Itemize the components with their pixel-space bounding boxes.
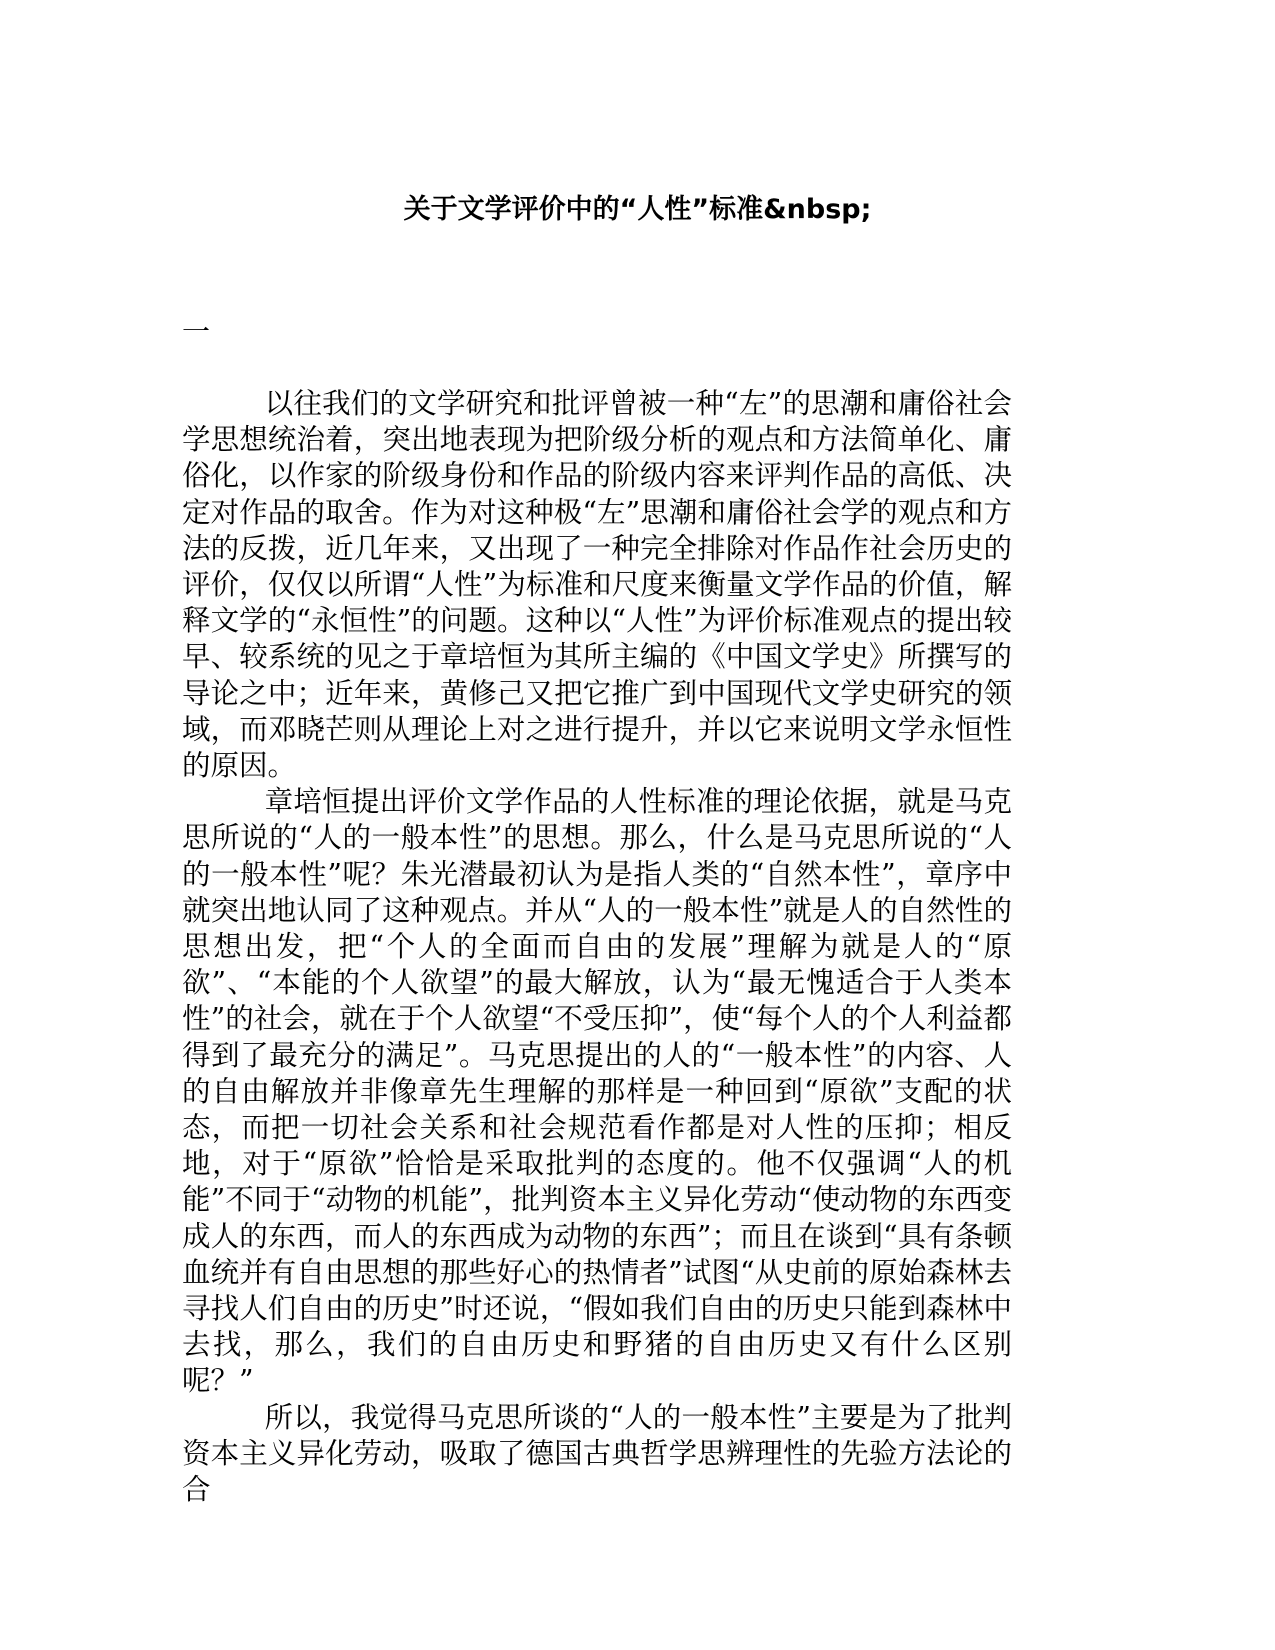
document-title: 关于文学评价中的“人性”标准&nbsp; [403, 194, 872, 225]
document-body [182, 386, 1012, 1508]
paragraph: 以往我们的文学研究和批评曾被一种“左”的思潮和庸俗社会学思想统治着，突出地表现为把阶级分析的观点和方法简单化、庸俗化，以作家的阶级身份和作品的阶级内容来评判作品的高低、决定对作品的取舍。作为对这种极“左”思潮和庸俗社会学的观点和方法的反拨，近几年来，又出现了一种完全排除对作品作社会历史的评价，仅仅以所谓“人性”为标准和尺度来衡量文学作品的价值，解释文学的“永恒性”的问题。这种以“人性”为评价标准观点的提出较早、较系统的见之于章培恒为其所主编的《中国文学史》所撰写的导论之中；近年来，黄修己又把它推广到中国现代文学史研究的领域，而邓晓芒则从理论上对之进行提升，并以它来说明文学永恒性的原因。 [182, 387, 1012, 783]
paragraph: 章培恒提出评价文学作品的人性标准的理论依据，就是马克思所说的“人的一般本性”的思想。那么，什么是马克思所说的“人的一般本性”呢？朱光潜最初认为是指人类的“自然本性”，章序中就突出地认同了这种观点。并从“人的一般本性”就是人的自然性的思想出发，把“个人的全面而自由的发展”理解为就是人的“原欲”、“本能的个人欲望”的最大解放，认为“最无愧适合于人类本性”的社会，就在于个人欲望“不受压抑”，使“每个人的个人利益都得到了最充分的满足”。马克思提出的人的“一般本性”的内容、人的自由解放并非像章先生理解的那样是一种回到“原欲”支配的状态，而把一切社会关系和社会规范看作都是对人性的压抑；相反地，对于“原欲”恰恰是采取批判的态度的。他不仅强调“人的机能”不同于“动物的机能”，批判资本主义异化劳动“使动物的东西变成人的东西，而人的东西成为动物的东西”；而且在谈到“具有条顿血统并有自由思想的那些好心的热情者”试图“从史前的原始森林去寻找人们自由的历史”时还说，“假如我们自由的历史只能到森林中去找，那么，我们的自由历史和野猪的自由历史又有什么区别呢？” [182, 785, 1012, 1398]
section-number: 一 [182, 315, 211, 348]
paragraph: 所以，我觉得马克思所谈的“人的一般本性”主要是为了批判资本主义异化劳动，吸取了德国古典哲学思辨理性的先验方法论的合 [182, 1400, 1012, 1507]
